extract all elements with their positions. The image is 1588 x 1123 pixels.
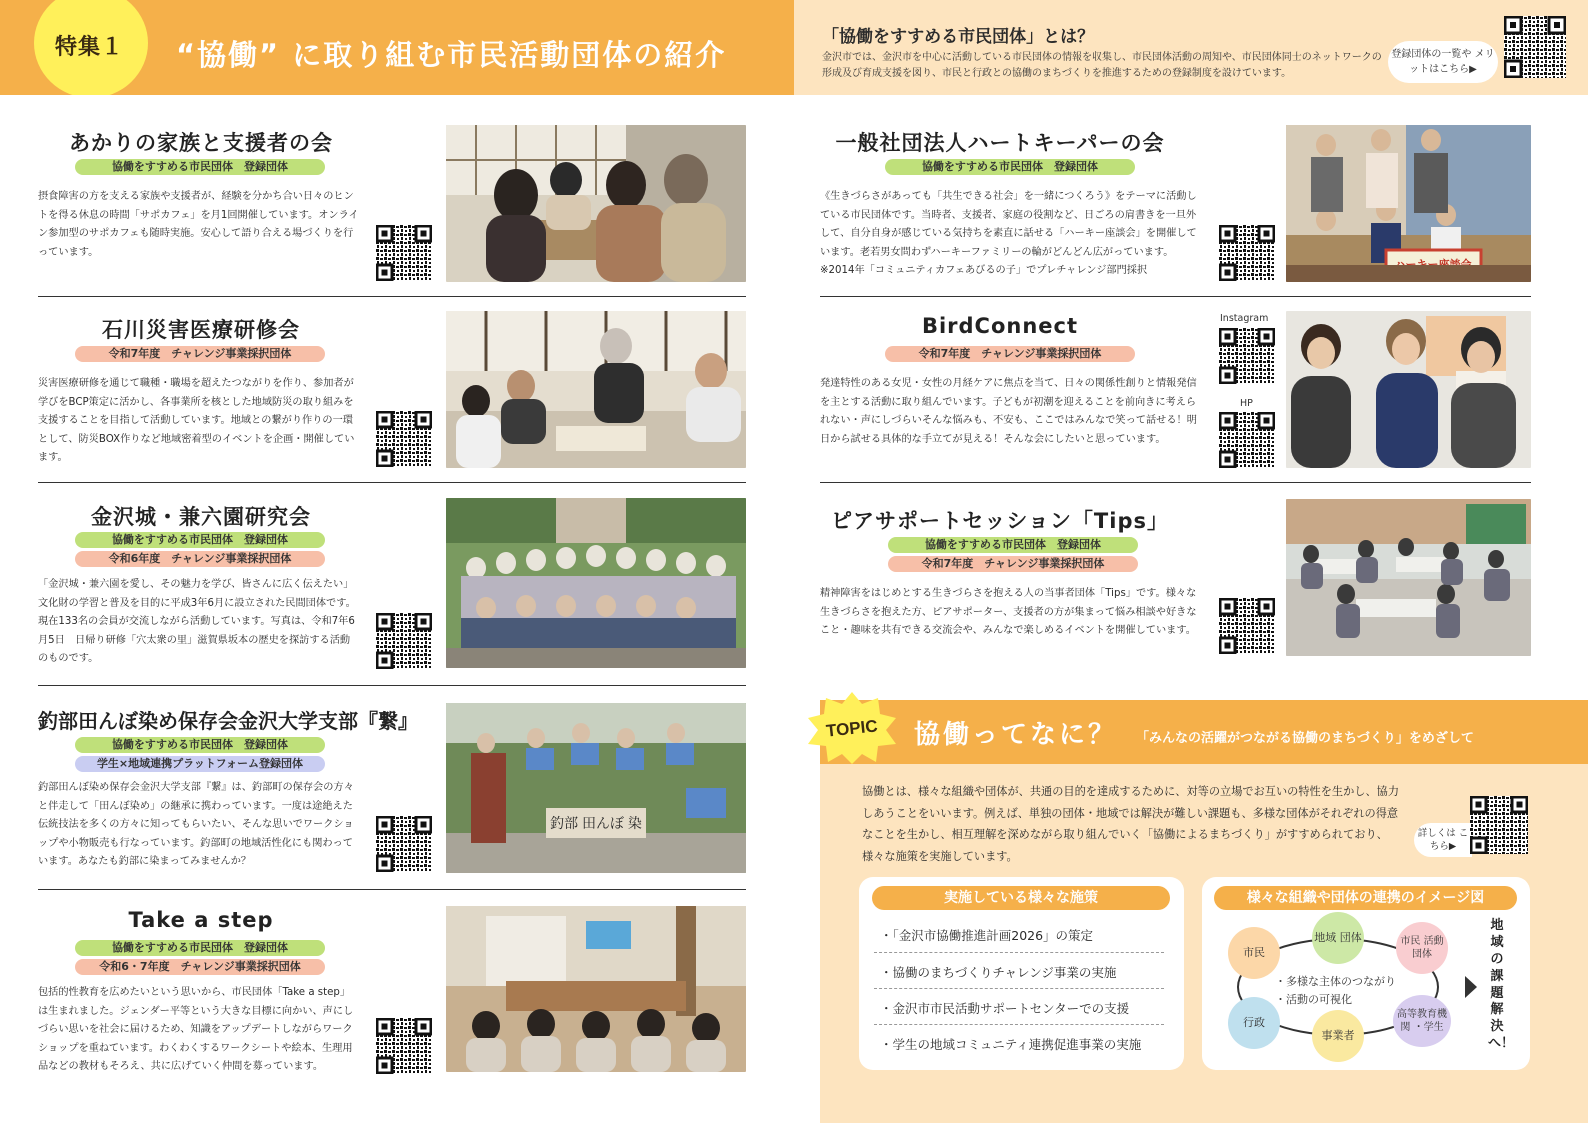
qr-code-icon[interactable] [376, 411, 432, 467]
measures-title: 実施している様々な施策 [872, 886, 1170, 910]
entry-divider [820, 482, 1531, 483]
entry-text: 災害医療研修を通じて職種・職場を超えたつながりを作り、参加者が学びをBCP策定に活かし、各事業所を核とした地域防災の取り組みを支援することを目指して活動しています。地域との繋がり作りの一環として、防災BOX作りなど地域密着型のイベントを企画・開催しています。 [38, 378, 355, 464]
photo-heart-keeper-group [1286, 125, 1531, 282]
tag-registered: 協働をすすめる市民団体 登録団体 [75, 940, 325, 956]
tag-registered: 協働をすすめる市民団体 登録団体 [75, 159, 325, 175]
entry-text: 包括的性教育を広めたいという思いから、市民団体「Take a step」は生まれました。ジェンダー平等という大きな目標に向かい、声にしづらい思いを社会に届けるため、知識をアップデートしながらワークショップを重ねています。わくわくするワークシートや絵本、生理用品などの教材もそろえ、共に広げていく仲間を募っています。 [38, 987, 354, 1073]
entry-title: 金沢城・兼六園研究会 [91, 505, 311, 529]
diagram-center-line: ・多様な主体のつながり [1275, 975, 1396, 988]
node-higher-education: 高等教育機関 ・学生 [1393, 995, 1451, 1047]
qr-code-icon[interactable] [1219, 225, 1275, 281]
feature-badge: 特集１ [55, 35, 125, 60]
photo-kanazawa-castle-group [446, 498, 746, 668]
entry-title: Take a step [128, 908, 274, 932]
node-businesses: 事業者 [1312, 1010, 1364, 1062]
qr-code-icon[interactable] [1470, 796, 1528, 854]
entry-title: 釣部田んぼ染め保存会金沢大学支部『繋』 [38, 709, 418, 733]
banner-text: 釣部 田んぼ 染 [550, 815, 642, 831]
page-title: “協働” に取り組む市民活動団体の紹介 [176, 38, 727, 72]
entry-title: ピアサポートセッション「Tips」 [830, 509, 1169, 533]
photo-family-cafe [446, 125, 746, 282]
entry-text: 《生きづらさがあっても「共生できる社会」を一緒につくろう》をテーマに活動している市民団体です。当時者、支援者、家庭の役割など、日ごろの肩書きを一旦外して、自分自身が感じている気持ちを素直に話せる「ハーキー座談会」を開催しています。老若男女問わずハーキーファミリーの輪がどんどん広がっています。※2014年「コミュニティカフェあびるの子」でプレチャレンジ部門採択 [820, 191, 1197, 277]
topic-subtitle: 「みんなの活躍がつながる協働のまちづくり」をめざして [1136, 731, 1474, 746]
registration-info [794, 0, 1588, 95]
node-citizens: 市民 [1228, 927, 1280, 979]
entry-divider [38, 685, 746, 686]
entry-text: 摂食障害の方を支える家族や支援者が、経験を分かち合い日々のヒントを得る休息の時間「サポカフェ」を月1回開催しています。オンライン参加型のサポカフェも随時実施。安心して語り合える場づくりを行っています。 [38, 191, 359, 258]
tag-platform: 学生×地域連携プラットフォーム登録団体 [75, 756, 325, 772]
qr-code-icon[interactable] [376, 613, 432, 669]
homepage-qr-icon[interactable] [1219, 412, 1275, 468]
arrow-right-icon [1465, 976, 1477, 998]
tag-challenge: 令和7年度 チャレンジ事業採択団体 [75, 346, 325, 362]
qr-code-icon[interactable] [376, 1018, 432, 1074]
qr-code-icon[interactable] [1504, 16, 1566, 78]
node-community-groups: 地域 団体 [1312, 912, 1364, 964]
entry-divider [38, 889, 746, 890]
measure-item: ・金沢市市民活動サポートセンターでの支援 [880, 1001, 1130, 1016]
measure-divider [874, 952, 1164, 953]
topic-badge: TOPIC [825, 716, 879, 741]
entry-divider [38, 296, 746, 297]
tag-challenge: 令和6年度 チャレンジ事業採択団体 [75, 551, 325, 567]
entry-text: 「金沢城・兼六園を愛し、その魅力を学び、皆さんに広く伝えたい」文化財の学習と普及を目的に平成3年6月に設立された民間団体です。現在133名の会員が交流しながら活動しています。写真は、令和7年6月5日 日帰り研修「穴太衆の里」滋賀県坂本の歴史を探訪する活動のものです。 [38, 579, 356, 665]
measure-item: ・協働のまちづくりチャレンジ事業の実施 [880, 965, 1117, 980]
diagram-title: 様々な組織や団体の連携のイメージ図 [1214, 886, 1517, 910]
tag-challenge: 令和6・7年度 チャレンジ事業採択団体 [75, 959, 325, 975]
instagram-label: Instagram [1220, 313, 1269, 324]
entry-divider [38, 482, 746, 483]
photo-birdconnect-members [1286, 311, 1531, 468]
registration-list-link[interactable]: 登録団体の一覧や メリットはこちら▶ [1388, 41, 1498, 83]
registration-title: 「協働をすすめる市民団体」とは？ [822, 27, 1095, 47]
tag-registered: 協働をすすめる市民団体 登録団体 [885, 159, 1135, 175]
instagram-qr-icon[interactable] [1219, 328, 1275, 384]
registration-text: 金沢市では、金沢市を中心に活動している市民団体の情報を収集し、市民団体活動の周知や、市民団体同士のネットワークの形成及び育成支援を図り、市民と行政との協働のまちづくりを推進するための登録制度を設けています。 [822, 52, 1382, 79]
photo-tips-session [1286, 499, 1531, 656]
feature-header [0, 0, 794, 95]
topic-text: 協働とは、様々な組織や団体が、共通の目的を達成するために、対等の立場でお互いの特性を生かし、協力しあうことをいいます。例えば、単独の団体・地域では解決が難しい課題も、多様な団体がそれぞれの得意なことを生かし、相互理解を深めながら取り組んでいく「協働によるまちづくり」がすすめられており、様々な施策を実施しています。 [862, 785, 1400, 863]
tag-registered: 協働をすすめる市民団体 登録団体 [888, 537, 1138, 553]
measure-item: ・「金沢市協働推進計画2026」の策定 [880, 928, 1094, 943]
photo-tanbo-dye-group [446, 703, 746, 873]
measure-divider [874, 988, 1164, 989]
entry-title: 石川災害医療研修会 [102, 318, 300, 342]
topic-title: 協働ってなに？ [914, 720, 1118, 750]
entry-text: 釣部田んぼ染め保存会金沢大学支部『繋』は、釣部町の保存会の方々と伴走して「田んぼ染め」の継承に携わっています。一度は途絶えた伝統技法を多くの方々に知ってもらいたい、そんな思いでワークショップや小物販売も行なっています。釣部町の地域活性化にも関わっています。あなたも釣部に染まってみませんか？ [38, 782, 354, 868]
entry-title: BirdConnect [921, 314, 1079, 338]
diagram-center-text [1275, 973, 1396, 1008]
measure-item: ・学生の地域コミュニティ連携促進事業の実施 [880, 1037, 1142, 1052]
tag-challenge: 令和7年度 チャレンジ事業採択団体 [888, 556, 1138, 572]
diagram-result: 地域の課題解決へ！ [1488, 918, 1515, 1052]
entry-text: 発達特性のある女児・女性の月経ケアに焦点を当て、日々の関係性創りと情報発信を主とする活動に取り組んでいます。子どもが初潮を迎えることを前向きに考えられない・声にしづらいそんな悩みも、不安も、ここではみんなで笑って話せる！明日から試せる具体的な手立てが見える！そんな会にしたいと思っています。 [820, 378, 1197, 445]
photo-take-a-step-workshop [446, 906, 746, 1072]
photo-disaster-workshop [446, 311, 746, 468]
entry-text: 精神障害をはじめとする生きづらさを抱える人の当事者団体「Tips」です。様々な生きづらさを抱えた方、ピアサポーター、支援者の方が集まって悩み相談や好きなこと・趣味を共有できる交流会や、みんなで楽しめるイベントを開催しています。 [820, 588, 1197, 637]
homepage-label: HP [1240, 398, 1253, 409]
tag-registered: 協働をすすめる市民団体 登録団体 [75, 532, 325, 548]
qr-code-icon[interactable] [1219, 598, 1275, 654]
diagram-center-line: ・活動の可視化 [1275, 992, 1352, 1006]
tag-challenge: 令和7年度 チャレンジ事業採択団体 [885, 346, 1135, 362]
topic-burst-icon [806, 690, 898, 766]
entry-title: あかりの家族と支援者の会 [69, 131, 333, 155]
entry-title: 一般社団法人ハートキーパーの会 [835, 131, 1165, 155]
entry-divider [820, 296, 1531, 297]
qr-code-icon[interactable] [376, 225, 432, 281]
tag-registered: 協働をすすめる市民団体 登録団体 [75, 737, 325, 753]
qr-code-icon[interactable] [376, 816, 432, 872]
node-government: 行政 [1228, 997, 1280, 1049]
topic-details-link[interactable]: 詳しくは こちら▶ [1414, 823, 1472, 857]
measure-divider [874, 1024, 1164, 1025]
node-civic-groups: 市民 活動団体 [1396, 922, 1448, 974]
